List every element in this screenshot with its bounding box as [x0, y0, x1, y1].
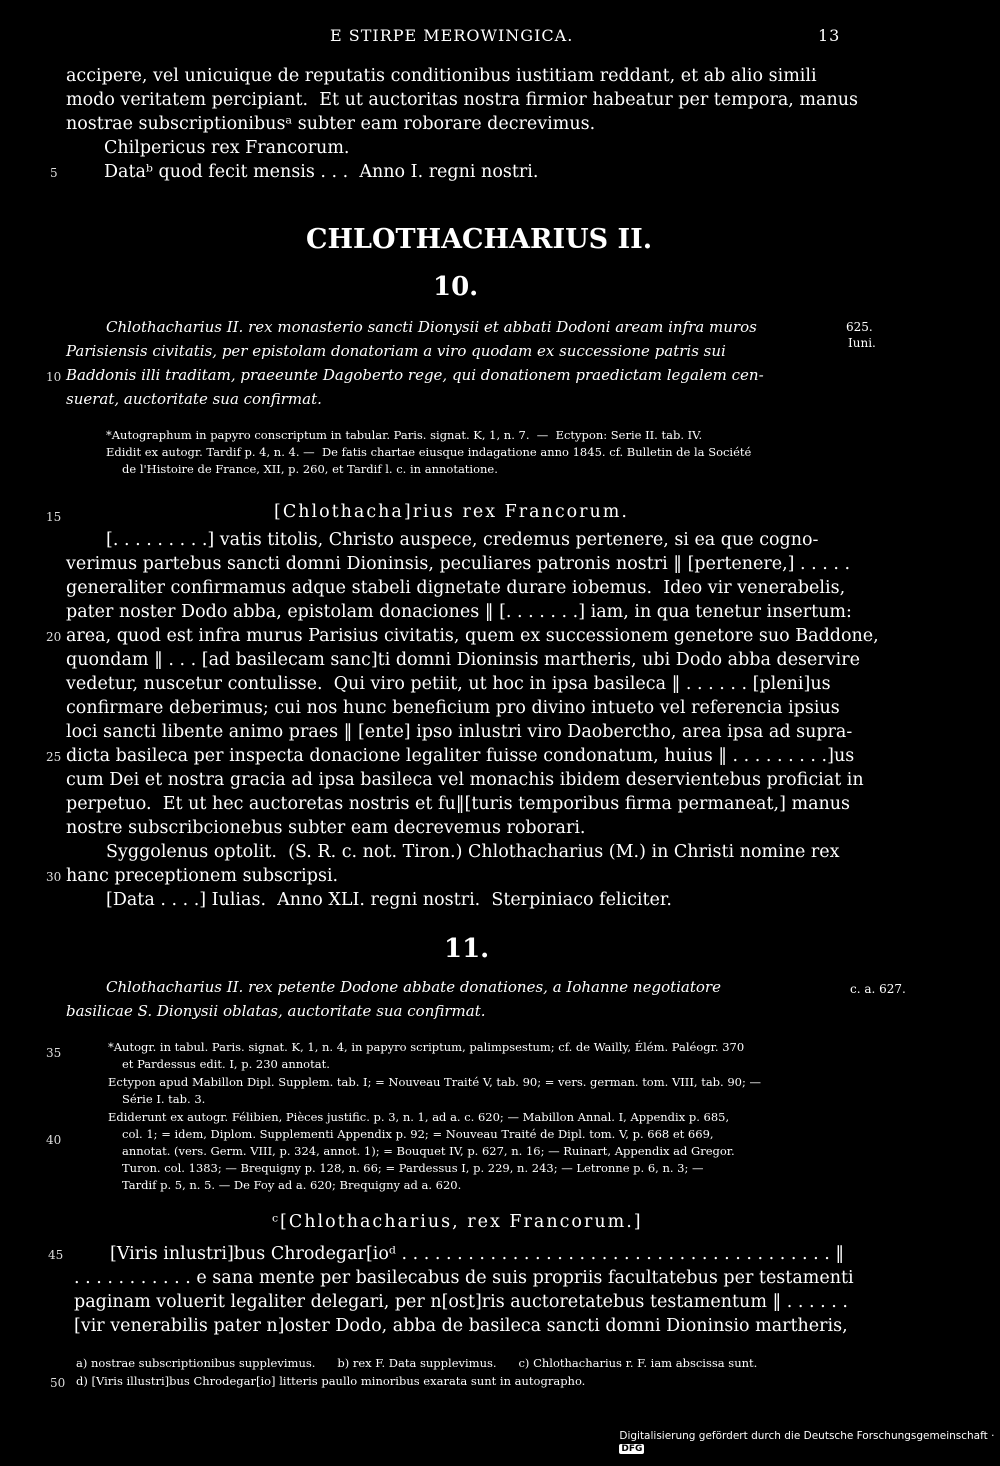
line-number: 5 — [50, 166, 58, 180]
text-line: nostre subscribcionebus subter eam decrevemus roborari. — [66, 818, 586, 838]
edition-note: Edidit ex autogr. Tardif p. 4, n. 4. — De fatis chartae eiusque indagatione anno 1845. cf. Bulletin de la Société — [106, 445, 752, 459]
margin-date-year: 625. — [846, 320, 873, 334]
line-number: 35 — [46, 1046, 62, 1060]
regest-line: Chlothacharius II. rex monasterio sancti Dionysii et abbati Dodoni aream infra muros — [106, 318, 757, 336]
edition-note: Turon. col. 1383; — Brequigny p. 128, n. 66; = Pardessus I, p. 229, n. 243; — Letronne p. 6, n. 3; — — [122, 1161, 704, 1175]
signature-line: Chilpericus rex Francorum. — [104, 138, 350, 158]
section-title: CHLOTHACHARIUS II. — [306, 224, 653, 255]
edition-note: Ectypon apud Mabillon Dipl. Supplem. tab. I; = Nouveau Traité V, tab. 90; = vers. german. tom. VIII, tab. 90; — — [108, 1075, 762, 1089]
margin-date-month: Iuni. — [848, 336, 876, 350]
edition-note: de l'Histoire de France, XII, p. 260, et Tardif l. c. in annotatione. — [122, 462, 498, 476]
text-line: . . . . . . . . . . . e sana mente per basilecabus de suis propriis facultatebus per testamenti — [74, 1268, 854, 1288]
text-line: [Viris inlustri]bus Chrodegar[ioᵈ . . . . . . . . . . . . . . . . . . . . . . . . . . . . . . . . . . . . . . . ‖ — [110, 1244, 845, 1264]
text-line: perpetuo. Et ut hec auctoretas nostris et fu‖[turis temporibus firma permaneat,] manus — [66, 794, 851, 814]
edition-note: *Autographum in papyro conscriptum in tabular. Paris. signat. K, 1, n. 7. — Ectypon: Serie II. tab. IV. — [106, 428, 703, 442]
intitulatio: ᶜ[Chlothacharius, rex Francorum.] — [272, 1212, 643, 1232]
regest-line: Parisiensis civitatis, per epistolam donatoriam a viro quodam ex successione patris sui — [66, 342, 726, 360]
text-line: [vir venerabilis pater n]oster Dodo, abba de basileca sancti domni Dioninsio martheris, — [74, 1316, 848, 1336]
text-line: vedetur, nuscetur contulisse. Qui viro petiit, ut hoc in ipsa basileca ‖ . . . . . . [pleni]us — [66, 674, 831, 694]
document-number: 10. — [433, 272, 479, 302]
text-line: cum Dei et nostra gracia ad ipsa basileca vel monachis ibidem deservientebus proficiat in — [66, 770, 864, 790]
edition-note: Ediderunt ex autogr. Félibien, Pièces justific. p. 3, n. 1, ad a. c. 620; — Mabillon Annal. I, Appendix p. 685, — [108, 1110, 730, 1124]
text-line: area, quod est infra murus Parisius civitatis, quem ex successionem genetore suo Baddone, — [66, 626, 879, 646]
edition-note: col. 1; = idem, Diplom. Supplementi Appendix p. 92; = Nouveau Traité de Dipl. tom. V, p. 668 et 669, — [122, 1127, 714, 1141]
footnote: d) [Viris illustri]bus Chrodegar[io] litteris paullo minoribus exarata sunt in autographo. — [76, 1374, 586, 1388]
text-line: loci sancti libente animo praes ‖ [ente] ipso inlustri viro Daoberctho, area ipsa ad supra- — [66, 722, 853, 742]
regest-line: suerat, auctoritate sua confirmat. — [66, 390, 322, 408]
line-number: 25 — [46, 750, 62, 764]
edition-note: *Autogr. in tabul. Paris. signat. K, 1, n. 4, in papyro scriptum, palimpsestum; cf. de Wailly, Élém. Paléogr. 370 — [108, 1040, 745, 1054]
regest-line: Baddonis illi traditam, praeeunte Dagoberto rege, qui donationem praedictam legalem cen- — [66, 366, 764, 384]
page-number: 13 — [818, 26, 841, 45]
line-number: 10 — [46, 370, 62, 384]
edition-note: Série I. tab. 3. — [122, 1092, 206, 1106]
running-title: E STIRPE MEROWINGICA. — [330, 26, 574, 45]
line-number: 30 — [46, 870, 62, 884]
intitulatio: [Chlothacha]rius rex Francorum. — [274, 502, 629, 522]
edition-note: annotat. (vers. Germ. VIII, p. 324, annot. 1); = Bouquet IV, p. 627, n. 16; — Ruinart, Appendix ad Gregor. — [122, 1144, 735, 1158]
text-line: paginam voluerit legaliter delegari, per n[ost]ris auctoretatebus testamentum ‖ . . . . . . — [74, 1292, 848, 1312]
text-line: modo veritatem percipiant. Et ut auctoritas nostra firmior habeatur per tempora, manus — [66, 90, 858, 110]
line-number: 15 — [46, 510, 62, 524]
regest-line: basilicae S. Dionysii oblatas, auctoritate sua confirmat. — [66, 1002, 486, 1020]
margin-date: c. a. 627. — [850, 982, 906, 996]
digitization-credit — [606, 1418, 994, 1466]
text-line: verimus partebus sancti domni Dioninsis, peculiares patronis nostri ‖ [pertenere,] . . . . . — [66, 554, 851, 574]
footnote: a) nostrae subscriptionibus supplevimus. b) rex F. Data supplevimus. c) Chlothacharius r. F. iam abscissa sunt. — [76, 1356, 758, 1370]
edition-note: Tardif p. 5, n. 5. — De Foy ad a. 620; Brequigny ad a. 620. — [122, 1178, 462, 1192]
text-line: dicta basileca per inspecta donacione legaliter fuisse condonatum, huius ‖ . . . . . . . . .]us — [66, 746, 855, 766]
edition-note: et Pardessus edit. I, p. 230 annotat. — [122, 1057, 330, 1071]
text-line: nostrae subscriptionibusᵃ subter eam roborare decrevimus. — [66, 114, 596, 134]
dfg-logo-icon: DFG — [621, 1444, 643, 1454]
line-number: 20 — [46, 630, 62, 644]
text-line: generaliter confirmamus adque stabeli dignetate durare iobemus. Ideo vir venerabelis, — [66, 578, 846, 598]
regest-line: Chlothacharius II. rex petente Dodone abbate donationes, a Iohanne negotiatore — [106, 978, 721, 996]
line-number: 45 — [48, 1248, 64, 1262]
text-line: quondam ‖ . . . [ad basilecam sanc]ti domni Dioninsis martheris, ubi Dodo abba deservire — [66, 650, 860, 670]
document-number: 11. — [444, 934, 490, 964]
line-number: 40 — [46, 1133, 62, 1147]
text-line: confirmare deberimus; cui nos hunc beneficium pro divino intueto vel referencia ipsius — [66, 698, 840, 718]
text-line: accipere, vel unicuique de reputatis conditionibus iustitiam reddant, et ab alio simili — [66, 66, 817, 86]
subscription-line: Syggolenus optolit. (S. R. c. not. Tiron.) Chlothacharius (M.) in Christi nomine rex — [106, 842, 840, 862]
date-line: [Data . . . .] Iulias. Anno XLI. regni nostri. Sterpiniaco feliciter. — [106, 890, 672, 910]
text-line: pater noster Dodo abba, epistolam donaciones ‖ [. . . . . . .] iam, in qua tenetur insertum: — [66, 602, 852, 622]
line-number: 50 — [50, 1376, 66, 1390]
credit-text: Digitalisierung gefördert durch die Deutsche Forschungsgemeinschaft · — [619, 1430, 995, 1442]
date-line: Dataᵇ quod fecit mensis . . . Anno I. regni nostri. — [104, 162, 539, 182]
text-line: [. . . . . . . . .] vatis titolis, Christo auspece, credemus pertenere, si ea que cogno- — [106, 530, 819, 550]
subscription-line: hanc preceptionem subscripsi. — [66, 866, 339, 886]
